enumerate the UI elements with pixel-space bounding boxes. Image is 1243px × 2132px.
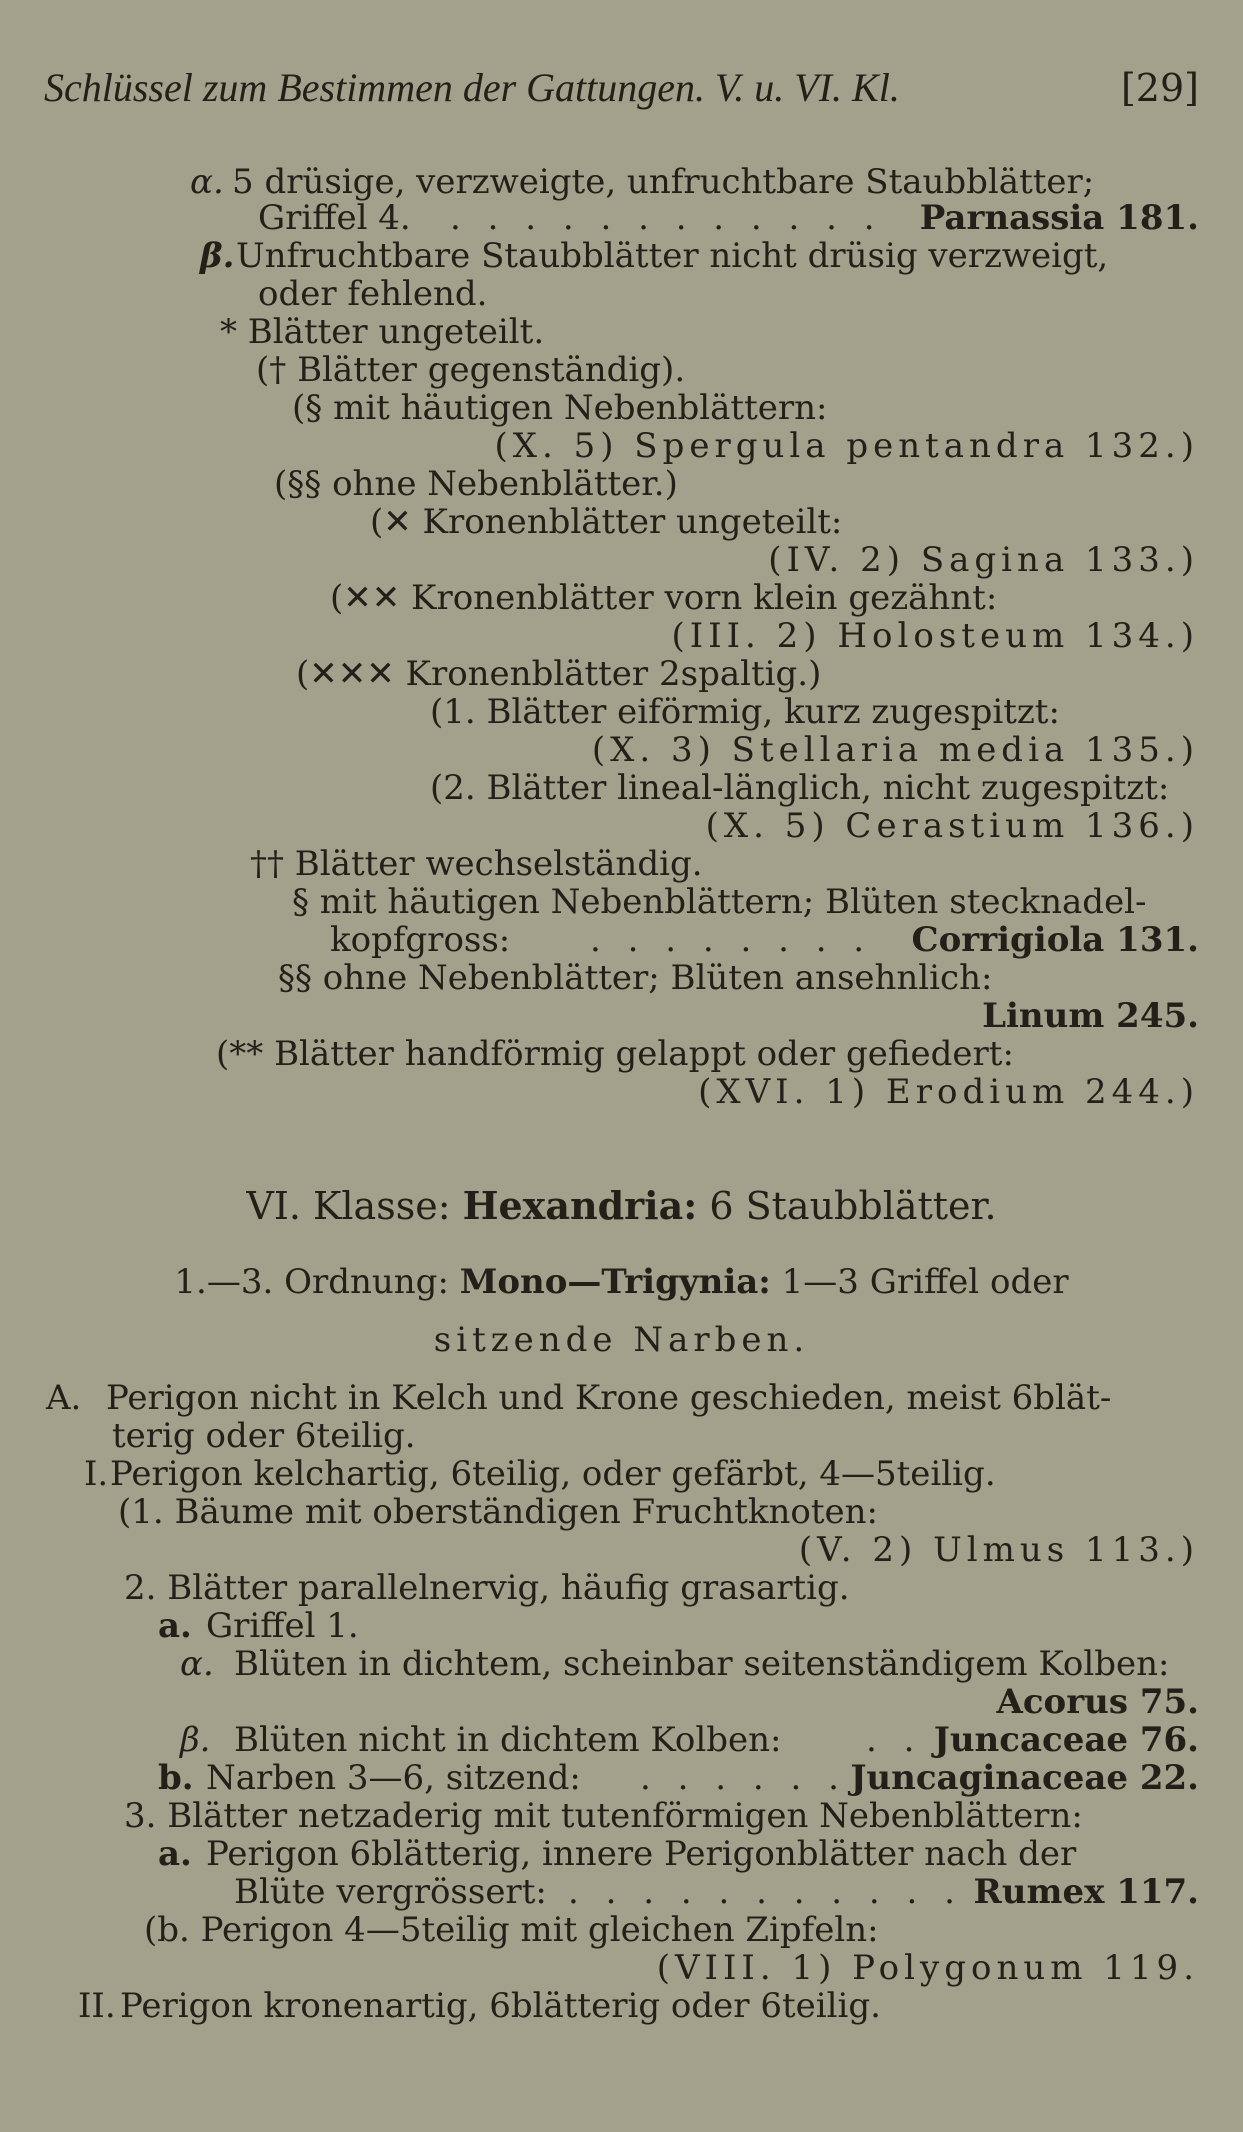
key-mark: b. [158,1758,194,1798]
class-name: Hexandria: [462,1183,698,1228]
key-text: (1. Blätter eiförmig, kurz zugespitzt: [430,692,1060,732]
leader-dots: . . [866,1720,923,1760]
genus-reference: Juncaceae 76. [933,1720,1199,1760]
order-name: Mono—Trigynia: [459,1262,771,1302]
genus-reference: (III. 2) Holosteum 134.) [671,616,1199,656]
leader-dots: . . . . . . . . . . . [568,1872,963,1912]
genus-reference: (IV. 2) Sagina 133.) [768,540,1199,580]
key-mark: α. [180,1644,214,1684]
key-text: Perigon nicht in Kelch und Krone geschieden, meist 6blät- [106,1378,1112,1418]
key-line [0,1070,1243,1114]
genus-reference: (X. 5) Cerastium 136.) [705,806,1199,846]
key-text: Narben 3—6, sitzend: [206,1758,581,1798]
order-description-2: sitzende Narben. [433,1320,810,1360]
key-text: († Blätter gegenständig). [256,350,686,390]
leader-dots: . . . . . . . . . . . . [450,198,883,238]
key-mark: β. [200,236,235,276]
key-text: (✕✕✕ Kronenblätter 2spaltig.) [296,654,822,694]
key-text: §§ ohne Nebenblätter; Blüten ansehnlich: [278,958,993,998]
key-mark: I. [84,1454,109,1494]
genus-reference: (X. 3) Stellaria media 135.) [591,730,1199,770]
key-text: Griffel 1. [206,1606,359,1646]
leader-dots: . . . . . . . . [590,920,873,960]
key-text: Perigon 6blätterig, innere Perigonblätter nach der [206,1834,1077,1874]
class-prefix: VI. Klasse: [246,1184,451,1228]
key-mark: α. [190,162,224,202]
running-header [0,62,1243,114]
genus-reference: (V. 2) Ulmus 113.) [798,1530,1199,1570]
genus-reference: Acorus 75. [996,1682,1199,1722]
key-mark: a. [158,1834,192,1874]
genus-reference: Juncaginaceae 22. [850,1758,1199,1798]
class-description: 6 Staubblätter. [709,1184,997,1228]
order-prefix: 1.—3. Ordnung: [174,1262,449,1302]
genus-reference: (VIII. 1) Polygonum 119. [656,1948,1199,1988]
key-mark: A. [46,1378,82,1418]
leader-dots: . . . . . . [640,1758,847,1798]
genus-reference: Corrigiola 131. [911,920,1199,960]
key-text: Perigon kronenartig, 6blätterig oder 6teilig. [120,1986,881,2026]
key-text: (2. Blätter lineal-länglich, nicht zugespitzt: [430,768,1170,808]
key-text: § mit häutigen Nebenblättern; Blüten stecknadel- [292,882,1147,922]
key-text: 2. Blätter parallelnervig, häufig grasartig. [124,1568,850,1608]
key-mark: β. [180,1720,211,1760]
header-title: Schlüssel zum Bestimmen der Gattungen. V. u. VI. Kl. [44,65,900,110]
key-text: 3. Blätter netzaderig mit tutenförmigen Nebenblättern: [124,1796,1083,1836]
order-heading [0,1258,1243,1306]
key-mark: II. [78,1986,116,2026]
key-text: (§§ ohne Nebenblätter.) [274,464,678,504]
key-text: Unfruchtbare Staubblätter nicht drüsig verzweigt, [236,236,1109,276]
genus-reference: Parnassia 181. [919,198,1199,238]
key-text: Blüte vergrössert: [234,1872,547,1912]
key-mark: a. [158,1606,192,1646]
key-text: (✕✕ Kronenblätter vorn klein gezähnt: [330,578,998,618]
key-text: * Blätter ungeteilt. [220,312,545,352]
key-text: oder fehlend. [258,274,488,314]
key-text: (§ mit häutigen Nebenblättern: [292,388,828,428]
key-text: (1. Bäume mit oberständigen Fruchtknoten: [118,1492,878,1532]
genus-reference: (X. 5) Spergula pentandra 132.) [494,426,1199,466]
key-text: Perigon kelchartig, 6teilig, oder gefärbt, 4—5teilig. [110,1454,996,1494]
key-text: 5 drüsige, verzweigte, unfruchtbare Staubblätter; [232,162,1095,202]
key-text: Blüten in dichtem, scheinbar seitenständigem Kolben: [234,1644,1170,1684]
genus-reference: Linum 245. [982,996,1199,1036]
key-text: (b. Perigon 4—5teilig mit gleichen Zipfeln: [144,1910,879,1950]
order-description: 1—3 Griffel oder [781,1262,1069,1302]
key-text: (** Blätter handförmig gelappt oder gefiedert: [216,1034,1014,1074]
key-text: Blüten nicht in dichtem Kolben: [234,1720,782,1760]
genus-reference: (XVI. 1) Erodium 244.) [698,1072,1199,1112]
key-text: (✕ Kronenblätter ungeteilt: [370,502,843,542]
key-text: †† Blätter wechselständig. [250,844,703,884]
class-heading [0,1180,1243,1232]
key-text: kopfgross: [330,920,511,960]
key-text: terig oder 6teilig. [112,1416,416,1456]
genus-reference: Rumex 117. [973,1872,1199,1912]
page-number: [29] [1120,66,1199,110]
key-line [0,1984,1243,2028]
key-text: Griffel 4. [258,198,411,238]
order-heading-continued [0,1316,1243,1364]
